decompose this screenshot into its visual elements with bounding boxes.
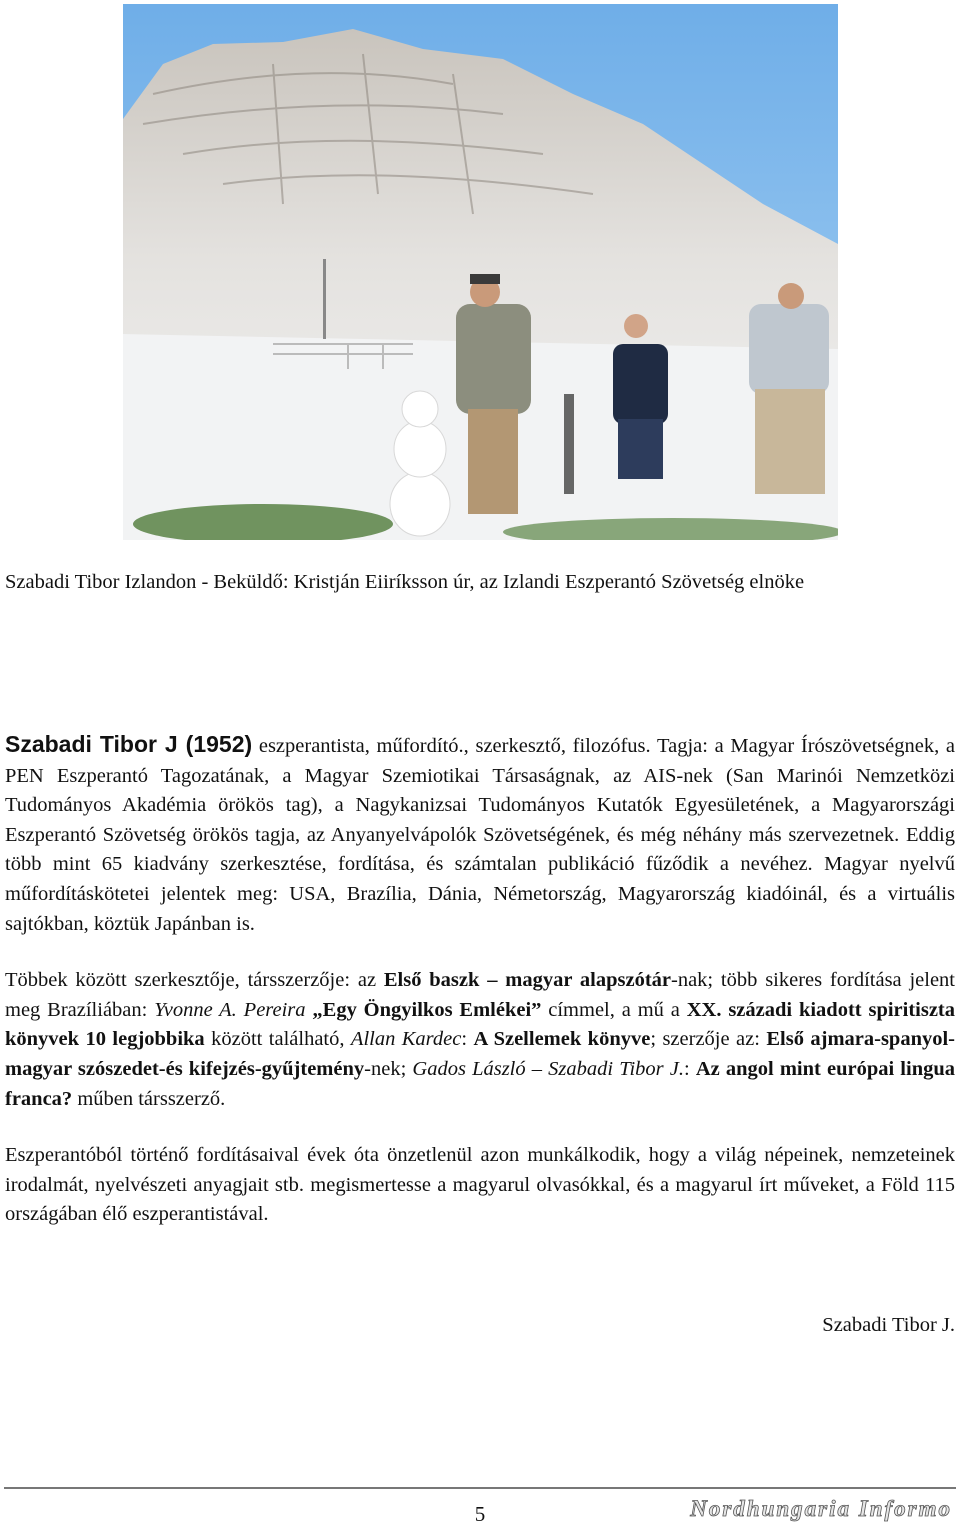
author-name: Szabadi Tibor J (1952) <box>5 731 253 757</box>
publications-text: Eddig több mint 65 kiadvány szerkesztése, fordítása, és számtalan publikáció fűződik a nevéhez. Magyar nyelvű műfordításkötetei jelentek meg: USA, Brazília, Dánia, Németország, Magyarország kiadóinál, és a virtuális sajtókban, köztük Japánban is. <box>5 823 955 935</box>
work-title: A Szellemek könyve <box>473 1028 651 1051</box>
author-ref: Gados László – Szabadi Tibor J. <box>412 1057 684 1080</box>
article-body <box>5 730 955 1230</box>
work-highlight: XX. századi kiadott spiritiszta könyvek 10 legjobbika <box>5 998 956 1051</box>
works-text: : <box>684 1057 696 1080</box>
author-ref: Yvonne A. Pereira <box>154 998 306 1021</box>
works-text: ; szerzője az: <box>650 1028 767 1051</box>
work-title: Első baszk – magyar alapszótár <box>383 969 671 992</box>
work-title: Első ajmara-spanyol-magyar szószedet-és kifejzés-gyűjtemény <box>5 1028 955 1080</box>
footer-brand-logo: Nordhungaria Informo <box>690 1496 952 1521</box>
work-title: Az angol mint európai lingua franca? <box>5 1057 955 1110</box>
works-text: között található, <box>204 1028 351 1051</box>
author-ref: Allan Kardec <box>350 1028 462 1051</box>
works-paragraph <box>5 966 955 1114</box>
memberships-text: Tagja: a Magyar Írószövetségnek, a PEN Eszperantó Tagozatának, a Magyar Szemiotikai Társaságnak, az AIS-nek (San Marinói Nemzetközi Tudományos Akadémia örökös tag), a Nagykanizsai Tudományos Kutatók Egyesületének, a Magyarországi Eszperantó Szövetség örökös tagja, az Anyanyelvápolók Szövetségének, és még néhány más szervezetnek. <box>5 735 955 846</box>
signature: Szabadi Tibor J. <box>822 1314 955 1336</box>
works-text: címmel, a mű a <box>541 998 687 1021</box>
work-title: „Egy Öngyilkos Emlékei” <box>305 998 542 1021</box>
works-text: -nak; több sikeres fordítása jelent meg Brazíliában: <box>5 969 955 1021</box>
page-number: 5 <box>474 1502 486 1526</box>
closing-paragraph: Eszperantóból történő fordításaival évek óta önzetlenül azon munkálkodik, hogy a világ népeinek, nemzeteinek irodalmát, nyelvészeti anyagjait stb. megismertesse a magyarul olvasókkal, és a magyarul írt műveket, a Föld 115 országában élő eszperantistával. <box>5 1144 955 1226</box>
intro-paragraph <box>5 730 955 939</box>
works-text: Többek között szerkesztője, társszerzője: az <box>5 969 384 992</box>
photo-caption: Szabadi Tibor Izlandon - Beküldő: Kristján Eiiríksson úr, az Izlandi Eszperantó Szövetség elnöke <box>5 571 805 593</box>
works-text: : <box>461 1028 474 1051</box>
photo-snowy-iceland <box>123 4 838 540</box>
works-text: műben társszerző. <box>72 1087 226 1110</box>
author-roles: eszperantista, műfordító., szerkesztő, filozófus. <box>252 735 651 757</box>
footer-divider <box>4 1487 956 1489</box>
works-text: -nek; <box>364 1057 413 1080</box>
